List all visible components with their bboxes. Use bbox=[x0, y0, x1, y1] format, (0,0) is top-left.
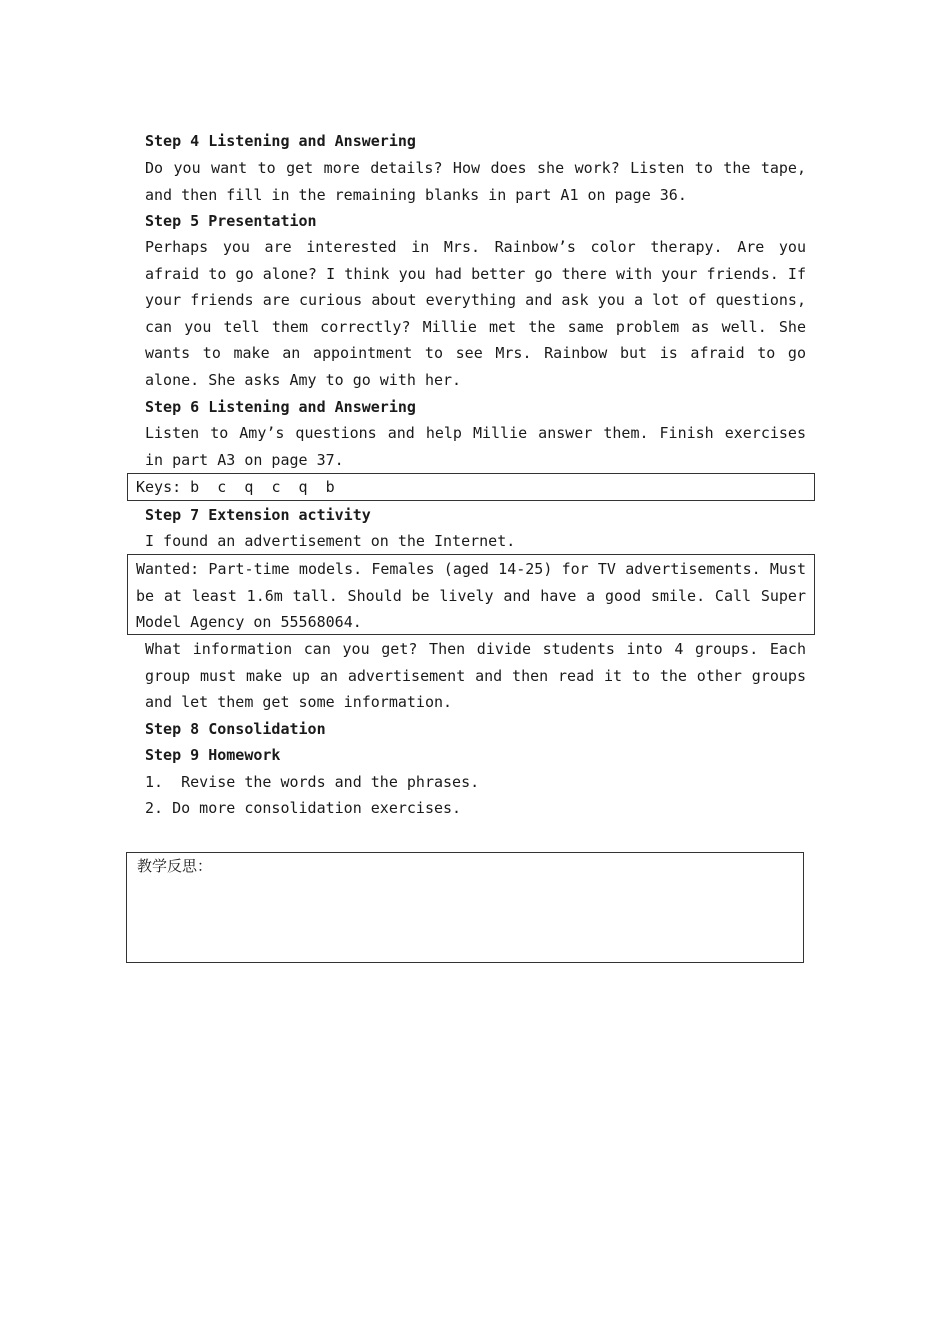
step6-heading: Step 6 Listening and Answering bbox=[145, 398, 416, 416]
reflection-label: 教学反思： bbox=[137, 857, 213, 875]
advertisement-text: Wanted: Part-time models. Females (aged 14-25) for TV advertisements. Must be at least 1.6m tall. Should be lively and have a good smile. Call Super Model Agency on 55568064. bbox=[136, 560, 806, 632]
advertisement-box bbox=[127, 554, 815, 635]
homework-item-1: 1. Revise the words and the phrases. bbox=[145, 773, 480, 791]
homework-item-2: 2. Do more consolidation exercises. bbox=[145, 799, 462, 817]
step7-followup: What information can you get? Then divide students into 4 groups. Each group must make up an advertisement and then read it to the other groups and let them get some information. bbox=[145, 640, 806, 712]
step7-intro: I found an advertisement on the Internet. bbox=[145, 532, 516, 550]
step8-heading: Step 8 Consolidation bbox=[145, 720, 326, 738]
step4-body: Do you want to get more details? How does she work? Listen to the tape, and then fill in the remaining blanks in part A1 on page 36. bbox=[145, 159, 806, 204]
step4-heading: Step 4 Listening and Answering bbox=[145, 132, 416, 150]
keys-text: Keys: b c q c q b bbox=[136, 478, 335, 496]
step9-heading: Step 9 Homework bbox=[145, 746, 281, 764]
step5-body: Perhaps you are interested in Mrs. Rainbow’s color therapy. Are you afraid to go alone? I think you had better go there with your friends. If your friends are curious about everything and ask you a lot of questions, can you tell them correctly? Millie met the same problem as well. She wants to make an appointment to see Mrs. Rainbow but is afraid to go alone. She asks Amy to go with her. bbox=[145, 238, 806, 389]
keys-box bbox=[127, 473, 815, 501]
step5-heading: Step 5 Presentation bbox=[145, 212, 317, 230]
step7-heading: Step 7 Extension activity bbox=[145, 506, 371, 524]
reflection-box bbox=[126, 852, 804, 963]
step6-body: Listen to Amy’s questions and help Millie answer them. Finish exercises in part A3 on page 37. bbox=[145, 424, 806, 469]
